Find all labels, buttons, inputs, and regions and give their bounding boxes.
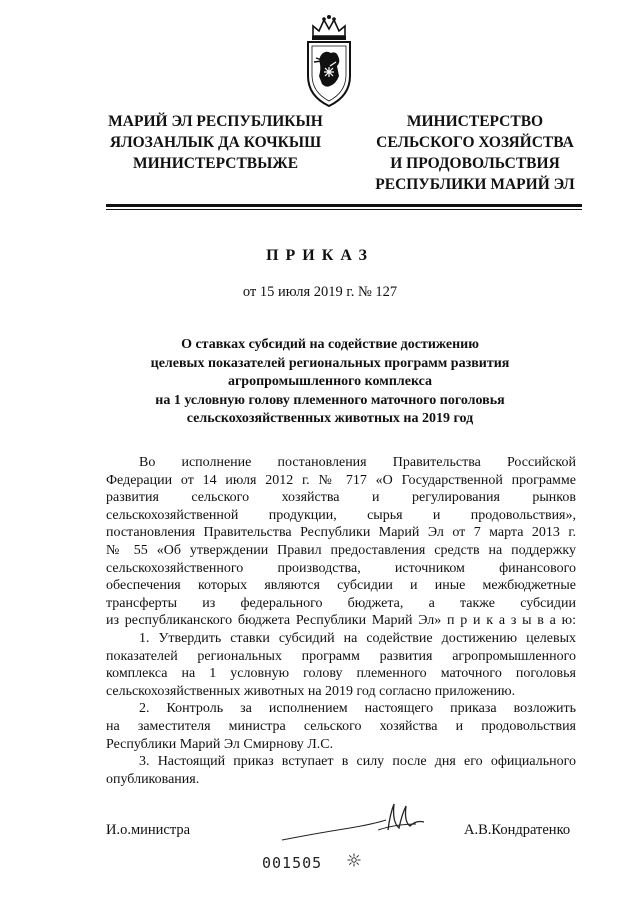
preamble-paragraph [106,454,576,630]
header-right-line: МИНИСТЕРСТВО [406,113,544,130]
header-left-line: ЯЛОЗАНЛЫК ДА КОЧКЫШ [109,134,322,151]
body-line: опубликования. [106,771,200,787]
body-line: постановления Правительства Республики Марий Эл от 7 марта 2013 г. [106,525,576,541]
document-title [120,336,540,429]
ministry-name-mari [103,111,328,174]
body-line: сельскохозяйственной продукции, сырья и продовольствия», [106,507,576,523]
title-line: О ставках субсидий на содействие достижению [181,337,479,352]
ministry-name-russian [364,111,586,195]
header-right-line: РЕСПУБЛИКИ МАРИЙ ЭЛ [375,176,575,193]
body-line: обеспечения которых являются субсидии и иные межбюджетные [106,578,576,594]
header-right-line: СЕЛЬСКОГО ХОЗЯЙСТВА [376,134,574,151]
item-1-paragraph [106,630,576,700]
body-line: Республики Марий Эл Смирнову Л.С. [106,736,334,752]
asterisk-stamp-icon [347,853,361,867]
body-line: Во исполнение постановления Правительства Российской [139,455,576,470]
body-line: трансферты из федерального бюджета, а также субсидии [106,595,576,611]
title-line: сельскохозяйственных животных на 2019 год [186,411,474,427]
signatory-position: И.о.министра [106,822,191,838]
item-2-paragraph [106,700,576,753]
document-date-number: от 15 июля 2019 г. № 127 [242,284,398,300]
body-line: комплекса на 1 условную голову племенного маточного поголовья [106,666,576,682]
signatory-name: А.В.Кондратенко [464,822,571,838]
body-line: сельскохозяйственного производства, источником финансового [106,560,576,576]
body-line: развития сельского хозяйства и регулирования рынков [106,490,576,506]
body-line: 2. Контроль за исполнением настоящего приказа возложить [139,701,576,717]
header-left-line: МАРИЙ ЭЛ РЕСПУБЛИКЫН [108,113,323,130]
handwritten-signature [278,800,428,845]
header-right-line: И ПРОДОВОЛЬСТВИЯ [390,155,560,172]
header-divider-thin [106,209,582,210]
title-line: на 1 условную голову племенного маточного поголовья [155,392,505,408]
header-left-line: МИНИСТЕРСТВЫЖЕ [132,155,299,172]
title-line: агропромышленного комплекса [227,374,433,390]
body-line: Федерации от 14 июля 2012 г. № 717 «О Государственной программе [106,472,576,488]
body-line: № 55 «Об утверждении Правил предоставления средств на поддержку [106,542,576,558]
item-3-paragraph [106,753,576,788]
serial-number: 001505 [262,854,323,872]
header-divider-thick [106,204,582,207]
body-line: 3. Настоящий приказ вступает в силу после дня его официального [139,754,576,770]
coat-of-arms-icon [300,14,358,110]
document-type: ПРИКАЗ [266,247,374,264]
body-line: на заместителя министра сельского хозяйства и продовольствия [106,718,576,734]
body-line: показателей региональных программ развития агропромышленного [106,648,576,664]
document-body [106,454,576,788]
body-line: 1. Утвердить ставки субсидий на содействие достижению целевых [139,630,576,646]
body-line: из республиканского бюджета Республики Марий Эл» п р и к а з ы в а ю: [106,613,576,629]
title-line: целевых показателей региональных программ развития [150,355,510,371]
body-line: сельскохозяйственных животных на 2019 год согласно приложению. [106,683,516,699]
